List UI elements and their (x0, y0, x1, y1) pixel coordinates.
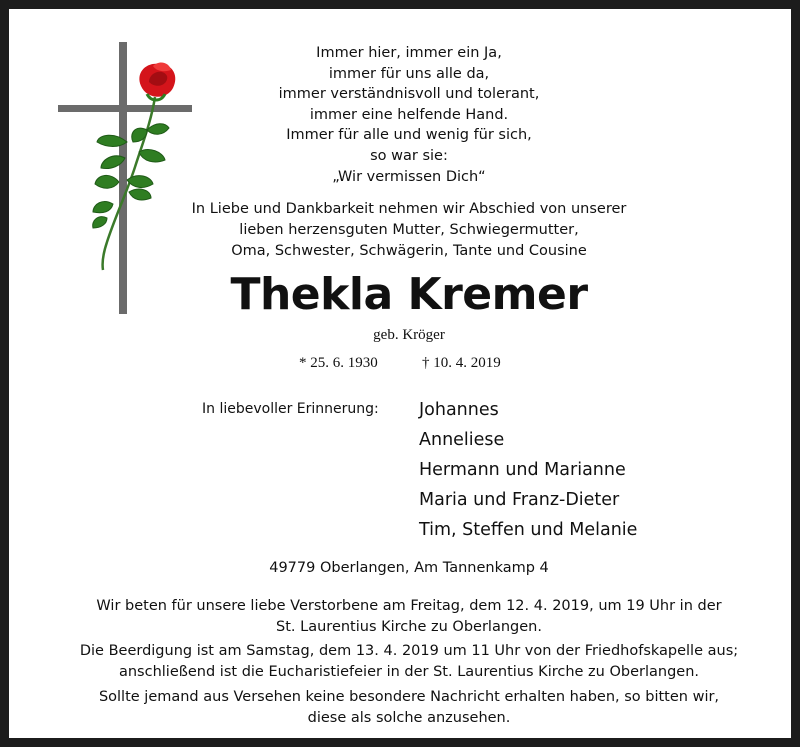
survivor-name: Maria und Franz-Dieter (419, 490, 620, 510)
cross-horizontal-bar (58, 105, 192, 112)
poem-line: immer für uns alle da, (328, 65, 490, 82)
maiden-name: geb. Kröger (373, 327, 445, 343)
closing-notice (49, 687, 769, 728)
death-date: † 10. 4. 2019 (422, 355, 501, 371)
poem-line: so war sie: (370, 147, 448, 164)
deceased-name: Thekla Kremer (230, 269, 588, 320)
funeral-notice (49, 641, 769, 682)
notice-line: anschließend ist die Eucharistiefeier in der St. Laurentius Kirche zu Oberlangen. (118, 663, 699, 680)
memory-label: In liebevoller Erinnerung: (202, 401, 379, 417)
birth-date: * 25. 6. 1930 (299, 355, 378, 371)
notice-line: Die Beerdigung ist am Samstag, dem 13. 4. 2019 um 11 Uhr von der Friedhofskapelle aus; (79, 643, 739, 659)
survivor-name: Johannes (419, 400, 499, 420)
intro-line: Oma, Schwester, Schwägerin, Tante und Cousine (231, 243, 587, 259)
poem-line: immer eine helfende Hand. (309, 106, 509, 123)
survivors-list (419, 395, 637, 545)
survivor-name: Anneliese (419, 430, 505, 450)
notice-line: diese als solche anzusehen. (307, 709, 511, 726)
rose-bloom (139, 63, 175, 100)
survivor-name: Hermann und Marianne (419, 460, 626, 480)
notice-line: Sollte jemand aus Versehen keine besondere Nachricht erhalten haben, so bitten wir, (98, 689, 720, 705)
poem-line: „Wir vermissen Dich“ (332, 168, 486, 185)
notice-line: Wir beten für unsere liebe Verstorbene am Freitag, dem 12. 4. 2019, um 19 Uhr in der (96, 598, 722, 614)
poem-line: immer verständnisvoll und tolerant, (278, 86, 540, 103)
prayer-notice (49, 596, 769, 637)
farewell-intro (159, 199, 659, 262)
intro-line: lieben herzensguten Mutter, Schwiegermutter, (239, 222, 579, 238)
intro-line: In Liebe und Dankbarkeit nehmen wir Abschied von unserer (191, 201, 627, 217)
poem-line: Immer für alle und wenig für sich, (286, 127, 532, 144)
family-address: 49779 Oberlangen, Am Tannenkamp 4 (269, 560, 549, 576)
poem (209, 43, 609, 187)
poem-line: Immer hier, immer ein Ja, (316, 45, 502, 61)
notice-line: St. Laurentius Kirche zu Oberlangen. (276, 618, 542, 635)
survivor-name: Tim, Steffen und Melanie (419, 520, 638, 540)
